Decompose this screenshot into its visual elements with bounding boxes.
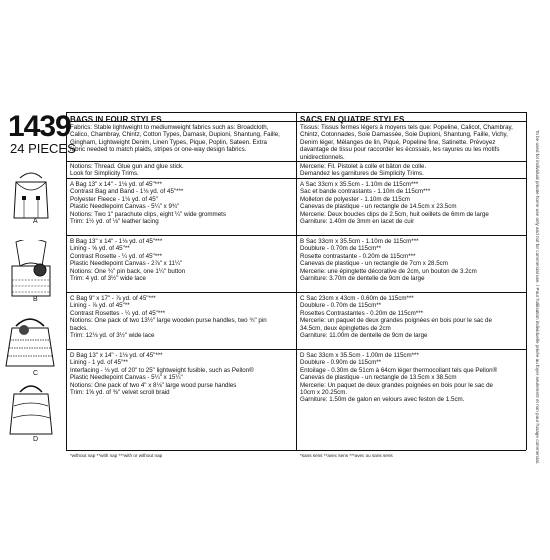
- text-line: Notions: Thread. Glue gun and glue stick.: [70, 163, 184, 170]
- header-en: BAGS IN FOUR STYLES: [70, 115, 162, 124]
- view-a-en: [70, 181, 226, 225]
- view-a-fr: [300, 181, 489, 225]
- view-d-fr: [300, 352, 497, 404]
- text-line: Doublure - 0.70m de 115cm**: [300, 245, 382, 253]
- row-divider: [66, 349, 526, 350]
- text-line: Look for Simplicity Trims.: [70, 170, 139, 178]
- row-divider: [66, 178, 526, 179]
- text-line: Doublure - 0.70m de 115cm**: [300, 302, 382, 310]
- text-line: Doublure - 0.90m de 115cm**: [300, 359, 382, 367]
- text-line: Trim: 4 yd. of 3½" wide lace: [70, 275, 146, 283]
- text-line: Demandez les garnitures de Simplicity Trims.: [300, 170, 424, 178]
- text-line: Denim léger, Mélanges de lin, Piqué, Popeline fine, Satinette. Prévoyez: [300, 138, 496, 146]
- text-line: Garniture: 1.50m de galon en velours avec feston de 1.5cm.: [300, 396, 465, 404]
- text-line: Calico, Chambray, Chintz, Cotton Types, Damask, Dupioni, Shantung, Faille,: [70, 131, 280, 139]
- text-line: Mercerie: une épinglette décorative de 2cm, un bouton de 3.2cm: [300, 267, 477, 275]
- row-divider: [66, 450, 526, 451]
- text-line: unidirectionnels.: [300, 153, 345, 161]
- text-line: Rosettes Contrastantes - 0.20m de 115cm***: [300, 309, 424, 317]
- pattern-number: 1439: [8, 110, 71, 143]
- header-fr: SACS EN QUATRE STYLES: [300, 115, 405, 124]
- text-line: Fabrics: Stable lightweight to mediumweight fabrics such as: Broadcloth,: [70, 124, 269, 131]
- text-line: A Sac 33cm x 35.5cm - 1.10m de 115cm***: [300, 181, 419, 188]
- text-line: fabric needed to match plaids, stripes or one-way design fabrics.: [70, 146, 247, 154]
- text-line: backs.: [70, 324, 88, 332]
- text-line: Tissus: Tissus fermes légers à moyens tels que: Popeline, Calicot, Chambray,: [300, 124, 513, 131]
- text-line: Notions: Two 1" parachute clips, eight ¼" wide grommets: [70, 210, 226, 218]
- text-line: Gingham, Lightweight Denim, Linen Types, Pique, Poplin, Sateen. Extra: [70, 138, 267, 146]
- text-line: Notions: One pack of two 13½" large wooden purse handles, two ¾" pin: [70, 317, 267, 325]
- text-line: Interfacing - ⅛ yd. of 20" to 25" lightweight fusible, such as Pellon®: [70, 366, 254, 374]
- view-label-b: B: [33, 296, 38, 303]
- table-left-border: [66, 112, 67, 450]
- text-line: Molleton de polyester - 1.10m de 115cm: [300, 195, 410, 203]
- text-line: Canevas de plastique - un rectangle de 14.5cm x 23.5cm: [300, 203, 457, 211]
- text-line: D Sac 33cm x 35.5cm - 1.00m de 115cm***: [300, 352, 419, 359]
- text-line: Notions: One pack of two 4" x 8⅛" large wood purse handles: [70, 381, 237, 389]
- text-line: Contrast Bag and Band - 1⅛ yd. of 45"***: [70, 188, 184, 196]
- text-line: A Bag 13" x 14" - 1⅛ yd. of 45"***: [70, 181, 162, 188]
- view-label-c: C: [33, 370, 39, 377]
- text-line: C Sac 23cm x 43cm - 0.60m de 115cm***: [300, 295, 414, 302]
- text-line: Lining - 1 yd. of 45"**: [70, 359, 128, 367]
- text-line: B Sac 33cm x 35.5cm - 1.10m de 115cm***: [300, 238, 419, 245]
- text-line: B Bag 13" x 14" - 1⅛ yd. of 45"***: [70, 238, 163, 245]
- text-line: 10cm x 20.25cm.: [300, 389, 348, 397]
- row-divider: [66, 292, 526, 293]
- view-d-en: [70, 352, 254, 396]
- footnote-fr: *sans sens **avec sens ***avec ou sans sens: [300, 453, 393, 458]
- view-c-en: [70, 295, 267, 339]
- text-line: Plastic Needlepoint Canvas - 2⅞" x 11¼": [70, 260, 183, 268]
- text-line: Trim: 12⅛ yd. of 3½" wide lace: [70, 332, 155, 340]
- text-line: Lining - ⅝ yd. of 45"**: [70, 245, 130, 253]
- text-line: Canevas de plastique - un rectangle de 13.5cm x 38.5cm: [300, 374, 457, 382]
- text-line: Mercerie: Deux boucles clips de 2.5cm, huit oeillets de 6mm de large: [300, 210, 489, 218]
- text-line: Mercerie: un paquet de deux grandes poignées en bois pour le sac de: [300, 317, 492, 325]
- view-label-d: D: [33, 436, 39, 443]
- bag-a-illustration: [8, 168, 54, 226]
- text-line: Trim: 1½ yd. of ⅛" leather lacing: [70, 218, 159, 226]
- notions-en: [70, 163, 184, 178]
- view-b-en: [70, 238, 185, 282]
- text-line: Mercerie: Fil. Pistolet à colle et bâton de colle.: [300, 163, 427, 170]
- usage-notice-text: To be used for individual private home use only and not for commercial use. / Pour l'utilisation individuelle privée au foyer seulement et non pour l'usage commercial.: [535, 130, 540, 464]
- bag-b-illustration: [6, 240, 56, 302]
- usage-notice: [531, 130, 541, 464]
- footnote-en: *without nap **with nap ***with or without nap: [70, 453, 163, 458]
- view-label-a: A: [33, 218, 38, 225]
- fabrics-en: [70, 124, 280, 154]
- text-line: Entoilage - 0.30m de 51cm à 64cm léger thermocollant tels que Pellon®: [300, 366, 498, 374]
- view-b-fr: [300, 238, 477, 282]
- table-right-border: [526, 112, 527, 450]
- text-line: Polyester Fleece - 1⅛ yd. of 45": [70, 195, 158, 203]
- text-line: Contrast Rosettes - ¼ yd. of 45"***: [70, 309, 166, 317]
- text-line: Plastic Needlepoint Canvas - 5¼" x 9¾": [70, 203, 180, 211]
- text-line: Garniture: 11.00m de dentelle de 9cm de large: [300, 332, 428, 340]
- view-c-fr: [300, 295, 492, 339]
- text-line: Garniture: 3.70m de dentelle de 9cm de large: [300, 275, 425, 283]
- text-line: Garniture: 1.40m de 3mm en lacet de cuir: [300, 218, 415, 226]
- bag-d-illustration: [6, 378, 56, 440]
- row-divider: [66, 161, 526, 162]
- text-line: 34.5cm, deux épinglettes de 2cm: [300, 324, 391, 332]
- text-line: Plastic Needlepoint Canvas - 5¼" x 15¼": [70, 374, 183, 382]
- text-line: Rosette contrastante - 0.20m de 115cm***: [300, 252, 416, 260]
- text-line: davantage de tissu pour raccorder les écossais, les rayures ou les motifs: [300, 146, 500, 154]
- text-line: Contrast Rosette - ¼ yd. of 45"***: [70, 252, 162, 260]
- text-line: Trim: 1⅝ yd. of ⅜" velvet scroll braid: [70, 389, 170, 397]
- text-line: Chintz, Cotonnades, Soie Damassée, Soie Dupioni, Shantung, Faille, Vichy,: [300, 131, 508, 139]
- text-line: D Bag 13" x 14" - 1⅛ yd. of 45"***: [70, 352, 163, 359]
- text-line: Lining - ⅞ yd. of 45"**: [70, 302, 130, 310]
- bag-c-illustration: [4, 310, 56, 370]
- text-line: Mercerie: Un paquet de deux grandes poignées en bois pour le sac de: [300, 381, 493, 389]
- piece-count: 24 PIECES: [10, 141, 76, 156]
- text-line: Canevas de plastique - un rectangle de 7cm x 28.5cm: [300, 260, 448, 268]
- notions-fr: [300, 163, 426, 178]
- text-line: Notions: One ¾" pin back, one 1¼" button: [70, 267, 186, 275]
- row-divider: [66, 235, 526, 236]
- fabrics-fr: [300, 124, 513, 161]
- table-column-divider: [296, 112, 297, 450]
- text-line: C Bag 9" x 17" - ⅞ yd. of 45"***: [70, 295, 156, 302]
- text-line: Sac et bande contrastants - 1.10m de 115cm***: [300, 188, 431, 196]
